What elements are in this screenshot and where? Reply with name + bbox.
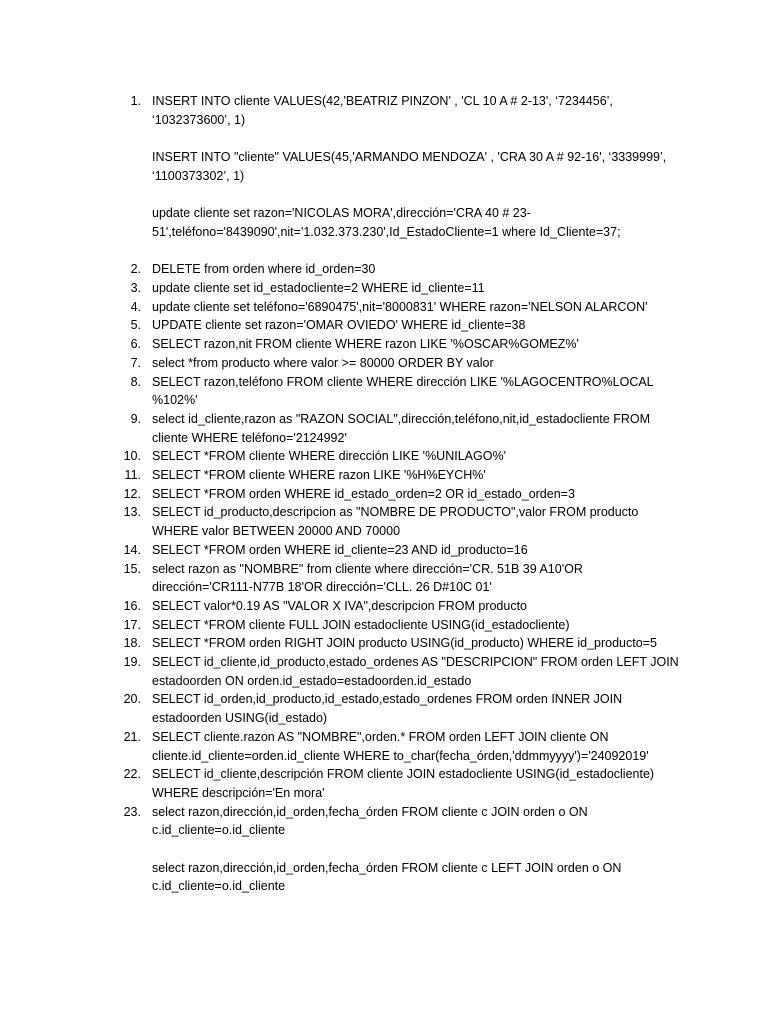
sql-statement-line: WHERE valor BETWEEN 20000 AND 70000	[152, 524, 401, 539]
list-item-number: 11.	[124, 468, 141, 482]
sql-statement-line: ‘1100373302’, 1)	[152, 168, 245, 183]
list-item-number: 3.	[130, 281, 141, 295]
sql-statement-line: cliente WHERE teléfono='2124992'	[152, 430, 347, 445]
list-item-number: 14.	[123, 542, 141, 557]
sql-statement-line: SELECT *FROM cliente WHERE razon LIKE '%H%EYCH%'	[152, 468, 486, 482]
sql-statement-line: SELECT *FROM cliente FULL JOIN estadocliente USING(id_estadocliente)	[152, 617, 570, 632]
list-item-number: 9.	[130, 411, 141, 426]
sql-statement-line: INSERT INTO cliente VALUES(42,'BEATRIZ PINZON' , 'CL 10 A # 2-13', ‘7234456’,	[152, 94, 613, 108]
sql-statement-line: SELECT id_cliente,descripción FROM cliente JOIN estadocliente USING(id_estadocliente)	[152, 767, 655, 782]
list-item-number: 7.	[130, 355, 141, 370]
sql-statement-line: update cliente set teléfono='6890475',nit='8000831' WHERE razon='NELSON ALARCON'	[152, 299, 648, 314]
sql-statement-line: SELECT id_cliente,id_producto,estado_ordenes AS "DESCRIPCION" FROM orden LEFT JOIN	[152, 655, 679, 669]
sql-statement-line: estadoorden USING(id_estado)	[152, 711, 328, 726]
sql-statement-line: select razon as "NOMBRE" from cliente where dirección='CR. 51B 39 A10'OR	[152, 561, 583, 576]
sql-statement-line: dirección='CR111-N77B 18'OR dirección='CLL. 26 D#10C 01'	[152, 580, 492, 595]
list-item-number: 10.	[123, 449, 141, 464]
list-item-number: 19.	[123, 655, 141, 669]
list-item-number: 5.	[130, 318, 141, 333]
sql-statement-line: 51',teléfono='8439090',nit='1.032.373.230',Id_EstadoCliente=1 where Id_Cliente=37;	[152, 224, 621, 239]
sql-statement-line: c.id_cliente=o.id_cliente	[152, 823, 286, 838]
sql-statement-line: SELECT razon,teléfono FROM cliente WHERE dirección LIKE '%LAGOCENTRO%LOCAL	[152, 374, 654, 389]
sql-statement-line: SELECT cliente.razon AS "NOMBRE",orden.* FROM orden LEFT JOIN cliente ON	[152, 729, 609, 744]
list-item-number: 17.	[123, 617, 141, 632]
list-item-number: 12.	[123, 486, 141, 501]
sql-statement-line: UPDATE cliente set razon='OMAR OVIEDO' WHERE id_cliente=38	[152, 318, 526, 333]
sql-statement-line: SELECT id_orden,id_producto,id_estado,estado_ordenes FROM orden INNER JOIN	[152, 692, 623, 707]
list-item-number: 4.	[130, 299, 141, 314]
sql-statement-line: SELECT id_producto,descripcion as "NOMBRE DE PRODUCTO",valor FROM producto	[152, 505, 639, 520]
list-item-number: 13.	[123, 505, 141, 520]
sql-statement-line: SELECT *FROM orden WHERE id_cliente=23 AND id_producto=16	[152, 542, 528, 557]
sql-statement-line: select id_cliente,razon as "RAZON SOCIAL",dirección,teléfono,nit,id_estadocliente FROM	[152, 411, 650, 426]
list-item-number: 23.	[123, 804, 141, 819]
list-item-number: 8.	[130, 374, 141, 389]
sql-statement-line: estadoorden ON orden.id_estado=estadoorden.id_estado	[152, 673, 472, 688]
sql-statement-line: SELECT *FROM orden RIGHT JOIN producto USING(id_producto) WHERE id_producto=5	[152, 636, 657, 651]
sql-statement-line: SELECT *FROM orden WHERE id_estado_orden=2 OR id_estado_orden=3	[152, 486, 575, 501]
sql-statement-line: DELETE from orden where id_orden=30	[152, 262, 376, 277]
sql-statement-line: INSERT INTO "cliente" VALUES(45,'ARMANDO MENDOZA' , 'CRA 30 A # 92-16', ‘3339999’,	[152, 150, 667, 165]
sql-statement-line: update cliente set razon='NICOLAS MORA',dirección='CRA 40 # 23-	[152, 206, 531, 221]
list-item-number: 15.	[123, 561, 141, 576]
list-item-number: 16.	[123, 598, 141, 613]
sql-statement-line: select razon,dirección,id_orden,fecha_órden FROM cliente c LEFT JOIN orden o ON	[152, 860, 622, 875]
sql-statement-line: SELECT *FROM cliente WHERE dirección LIKE '%UNILAGO%'	[152, 449, 506, 464]
sql-statement-line: WHERE descripción='En mora'	[152, 785, 325, 800]
sql-statement-line: c.id_cliente=o.id_cliente	[152, 879, 286, 894]
sql-statement-line: select razon,dirección,id_orden,fecha_órden FROM cliente c JOIN orden o ON	[152, 804, 588, 819]
list-item-number: 20.	[123, 692, 141, 707]
sql-statement-line: %102%'	[152, 393, 198, 408]
list-item-number: 21.	[123, 729, 141, 744]
list-item-number: 1.	[130, 94, 141, 108]
sql-statement-line: ‘1032373600’, 1)	[152, 112, 246, 127]
sql-statement-line: SELECT valor*0.19 AS "VALOR X IVA",descripcion FROM producto	[152, 598, 528, 613]
sql-statement-line: update cliente set id_estadocliente=2 WHERE id_cliente=11	[152, 281, 485, 295]
list-item-number: 22.	[123, 767, 141, 782]
list-item-number: 18.	[123, 636, 141, 651]
sql-statement-line: select *from producto where valor >= 80000 ORDER BY valor	[152, 355, 494, 370]
list-item-number: 2.	[130, 262, 141, 277]
list-item-number: 6.	[130, 337, 141, 352]
sql-statement-line: SELECT razon,nit FROM cliente WHERE razon LIKE '%OSCAR%GOMEZ%'	[152, 337, 579, 352]
sql-statement-line: cliente.id_cliente=orden.id_cliente WHERE to_char(fecha_órden,'ddmmyyyy')='24092019'	[152, 748, 649, 763]
